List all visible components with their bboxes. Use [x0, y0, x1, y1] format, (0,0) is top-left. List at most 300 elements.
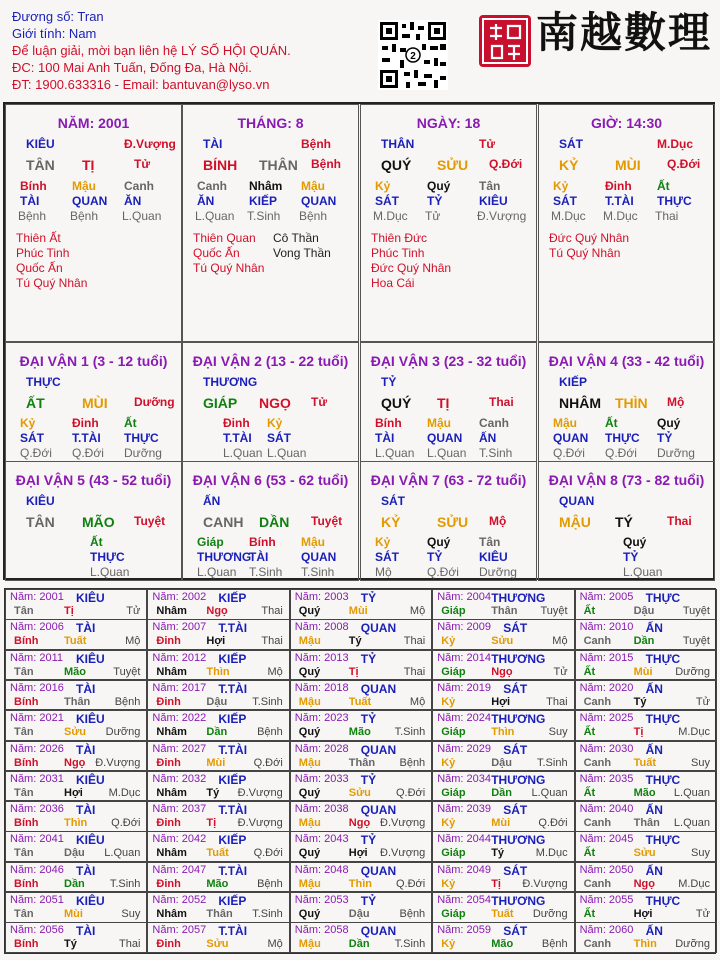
year-god: TỶ: [360, 651, 377, 666]
year-stem: Tân: [14, 665, 34, 678]
pillar-3: [360, 104, 537, 342]
year-stem: Ất: [583, 605, 596, 617]
dai-van-stem-branch: QUÝ: [381, 395, 412, 411]
year-label: Năm: 2055: [579, 894, 634, 906]
year-label: Năm: 2029: [437, 742, 491, 755]
star-name: Tú Quý Nhân: [16, 276, 88, 290]
star-name: Tú Quý Nhân: [193, 261, 265, 275]
year-cell: [575, 922, 717, 953]
year-cell: [147, 650, 289, 681]
dai-van-hidden-stem: Kỷ: [375, 535, 391, 549]
year-branch: Thân: [491, 605, 518, 617]
life-stage: T.Sinh: [247, 209, 281, 223]
year-god: TÀI: [76, 742, 96, 757]
header-info: [12, 8, 291, 93]
year-cell: [290, 771, 432, 802]
dai-van-hidden-stem: Bính: [249, 535, 276, 549]
year-cell: [290, 619, 432, 650]
year-label: Năm: 2043: [294, 833, 349, 846]
year-stage: Q.Đới: [395, 877, 426, 890]
dai-van-life-stage: Q.Đới: [72, 446, 104, 460]
dai-van-hidden-stem: Quý: [427, 535, 451, 549]
year-label: Năm: 2003: [294, 591, 349, 603]
year-label: Năm: 2014: [437, 651, 491, 664]
year-cell: [147, 589, 289, 620]
year-label: Năm: 2018: [294, 681, 349, 694]
year-cell: [575, 650, 717, 681]
pillar-title: NĂM: 2001: [57, 115, 130, 131]
year-god: TÀI: [76, 863, 96, 878]
year-cell: [290, 801, 432, 832]
year-stem: Giáp: [441, 847, 466, 860]
year-stage: Mộ: [409, 605, 426, 617]
year-stem: Đinh: [156, 695, 181, 708]
year-cell: [5, 589, 147, 620]
pillar-top-stage: M.Dục: [657, 137, 693, 151]
pillar-top-god: THÂN: [381, 137, 415, 151]
dai-van-hidden-god: QUAN: [427, 431, 463, 445]
year-branch: Tị: [64, 605, 74, 617]
year-cell: [432, 862, 574, 893]
year-stem: Giáp: [441, 786, 466, 799]
year-stage: L.Quan: [104, 847, 141, 860]
year-god: TÀI: [76, 924, 96, 939]
star-name: Thiên Quan: [193, 231, 256, 245]
dai-van-hidden-god: THƯƠNG: [197, 550, 252, 564]
dai-van-stem-branch: SỬU: [437, 514, 469, 530]
year-stem: Tân: [14, 847, 34, 860]
year-cell: [575, 619, 717, 650]
hidden-god: ĂN: [124, 194, 142, 208]
dai-van-hidden-god: TÀI: [249, 550, 269, 564]
year-label: Năm: 2041: [10, 833, 64, 846]
dai-van-7: [360, 461, 537, 581]
year-stem: Tân: [14, 786, 34, 799]
address-line: ĐC: 100 Mai Anh Tuấn, Đống Đa, Hà Nội.: [12, 60, 252, 75]
year-branch: Thân: [348, 756, 376, 769]
hidden-god: KIÊU: [479, 194, 508, 208]
year-label: Năm: 2007: [152, 621, 207, 634]
dai-van-hidden-god: T.TÀI: [223, 431, 252, 445]
year-cell: [432, 589, 574, 620]
dai-van-stem-branch: TÝ: [615, 514, 633, 530]
dai-van-stem-branch: Dưỡng: [134, 395, 175, 409]
star-name: Phúc Tinh: [16, 246, 70, 260]
pillar-title: GIỜ: 14:30: [590, 115, 663, 131]
year-god: THƯƠNG: [491, 651, 546, 666]
star-name: Thiên Ất: [16, 231, 61, 245]
year-stem: Mậu: [298, 695, 321, 708]
year-god: THƯƠNG: [491, 591, 546, 605]
life-stage: Thai: [655, 209, 679, 223]
dai-van-hidden-stem: Bính: [375, 416, 402, 430]
year-label: Năm: 2048: [294, 863, 349, 876]
dai-van-hidden-god: TỶ: [623, 550, 639, 564]
year-stem: Bính: [14, 938, 39, 951]
year-label: Năm: 2051: [10, 894, 64, 906]
star-name: Phúc Tinh: [371, 246, 425, 260]
year-god: KIÊU: [76, 712, 105, 727]
dai-van-hidden-god: TÀI: [375, 431, 395, 445]
year-branch: Thìn: [348, 877, 373, 890]
year-god: THỰC: [645, 712, 681, 727]
life-stage: M.Dục: [551, 209, 586, 223]
year-stage: Đ.Vượng: [522, 877, 568, 890]
pillar-top-god: KIÊU: [26, 137, 55, 151]
hidden-god: T.TÀI: [605, 194, 634, 208]
year-label: Năm: 2032: [152, 772, 207, 785]
dai-van-title: ĐẠI VẬN 2 (13 - 22 tuổi): [192, 353, 349, 369]
year-stem: Kỷ: [441, 817, 456, 830]
dai-van-hidden-stem: Kỷ: [267, 416, 283, 430]
year-label: Năm: 2008: [294, 621, 349, 634]
bazi-chart-grid: [3, 102, 715, 580]
year-branch: Ngọ: [348, 817, 371, 830]
year-stage: Q.Đới: [538, 817, 568, 830]
life-stage: M.Dục: [603, 209, 638, 223]
year-label: Năm: 2019: [437, 681, 491, 694]
hidden-stem: Quý: [427, 179, 451, 193]
year-stem: Nhâm: [156, 786, 187, 799]
year-stem: Đinh: [156, 877, 181, 890]
year-branch: Ngọ: [64, 756, 86, 769]
year-label: Năm: 2045: [579, 833, 634, 846]
year-branch: Dần: [491, 786, 512, 799]
year-label: Năm: 2040: [579, 803, 634, 816]
year-god: THƯƠNG: [491, 894, 546, 908]
year-branch: Thìn: [633, 938, 657, 951]
year-stem: Đinh: [156, 756, 181, 769]
dai-van-life-stage: T.Sinh: [301, 565, 335, 579]
year-god: TỶ: [360, 712, 377, 727]
year-stem: Kỷ: [441, 756, 456, 769]
year-cell: [5, 619, 147, 650]
year-stem: Ất: [583, 665, 596, 678]
year-stage: Mộ: [552, 635, 568, 648]
year-stage: Suy: [691, 756, 710, 769]
dai-van-title: ĐẠI VẬN 6 (53 - 62 tuổi): [192, 472, 349, 488]
dai-van-stem-branch: GIÁP: [203, 395, 238, 411]
year-branch: Hợi: [633, 908, 653, 920]
year-stem: Quý: [298, 908, 321, 920]
year-branch: Mão: [633, 786, 656, 799]
year-god: THỰC: [645, 772, 681, 787]
star-name: Quốc Ấn: [16, 261, 63, 275]
year-god: ẤN: [645, 621, 663, 636]
year-label: Năm: 2025: [579, 712, 634, 725]
red-seal-icon: [478, 14, 532, 68]
year-god: SÁT: [503, 803, 528, 818]
pillar-1: [5, 104, 182, 342]
star-name: Thiên Đức: [371, 231, 428, 245]
year-god: SÁT: [503, 681, 528, 696]
year-stage: Thai: [118, 938, 141, 951]
year-god: KIẾP: [218, 591, 247, 605]
pillar-stem-branch: BÍNH: [203, 157, 238, 173]
year-stem: Ất: [583, 908, 596, 920]
year-label: Năm: 2030: [579, 742, 634, 755]
dai-van-life-stage: Mộ: [375, 565, 392, 579]
dai-van-hidden-stem: Ất: [124, 416, 137, 430]
dai-van-life-stage: Q.Đới: [427, 565, 459, 579]
qr-code-icon: [378, 20, 448, 90]
pillar-stem-branch: TỊ: [82, 157, 95, 173]
dai-van-life-stage: Dưỡng: [479, 565, 517, 579]
year-branch: Hợi: [206, 635, 226, 648]
year-cell: [575, 710, 717, 741]
star-name: Quốc Ấn: [193, 246, 240, 260]
dai-van-life-stage: L.Quan: [623, 565, 663, 579]
hidden-god: SÁT: [553, 194, 577, 208]
year-god: T.TÀI: [218, 803, 248, 818]
dai-van-stem-branch: KỶ: [381, 514, 401, 530]
year-stem: Ất: [583, 786, 596, 799]
year-god: THỰC: [645, 833, 681, 848]
year-cell: [575, 589, 717, 620]
pillar-stem-branch: KỶ: [559, 157, 579, 173]
year-god: KIÊU: [76, 772, 105, 787]
year-branch: Dậu: [491, 756, 512, 769]
year-stage: Đ.Vượng: [380, 847, 426, 860]
hidden-stem: Mậu: [301, 179, 325, 193]
year-stage: Bệnh: [114, 695, 141, 708]
year-god: QUAN: [360, 621, 397, 636]
year-stage: Thai: [546, 695, 568, 708]
year-label: Năm: 2028: [294, 742, 349, 755]
year-label: Năm: 2020: [579, 681, 634, 694]
dai-van-hidden-god: SÁT: [267, 431, 291, 445]
year-cell: [5, 831, 147, 862]
year-stem: Mậu: [298, 877, 321, 890]
pillar-4: [538, 104, 715, 342]
dai-van-2: [182, 342, 359, 462]
year-god: KIẾP: [218, 833, 247, 848]
year-stage: Tử: [553, 665, 568, 678]
year-stem: Nhâm: [156, 665, 187, 678]
year-label: Năm: 2017: [152, 681, 207, 694]
year-stage: Mộ: [267, 665, 283, 678]
year-stage: Thai: [403, 665, 426, 678]
year-stem: Canh: [583, 695, 612, 708]
year-label: Năm: 2049: [437, 863, 491, 876]
year-stem: Canh: [583, 938, 612, 951]
dai-van-hidden-stem: Mậu: [553, 416, 577, 430]
year-god: T.TÀI: [218, 681, 248, 696]
dai-van-title: ĐẠI VẬN 7 (63 - 72 tuổi): [370, 472, 527, 488]
year-branch: Tuất: [64, 635, 87, 648]
year-stem: Kỷ: [441, 635, 456, 648]
year-god: TỶ: [360, 772, 377, 787]
year-stem: Bính: [14, 756, 39, 769]
year-branch: Tý: [206, 786, 220, 799]
year-god: TÀI: [76, 803, 96, 818]
year-label: Năm: 2023: [294, 712, 349, 725]
life-stage: Bệnh: [18, 209, 47, 223]
year-cell: [5, 892, 147, 923]
year-branch: Thân: [64, 695, 91, 708]
year-stem: Kỷ: [441, 938, 456, 951]
dai-van-hidden-stem: Ất: [605, 416, 618, 430]
dai-van-hidden-god: TỶ: [427, 550, 443, 564]
year-cell: [147, 801, 289, 832]
year-label: Năm: 2059: [437, 924, 491, 937]
dai-van-stem-branch: MÃO: [82, 514, 115, 530]
year-label: Năm: 2047: [152, 863, 207, 876]
dai-van-stem-branch: Mộ: [667, 395, 685, 409]
year-branch: Dần: [206, 726, 228, 739]
year-stem: Nhâm: [156, 908, 187, 920]
phone-email-line: ĐT: 1900.633316 - Email: bantuvan@lyso.vn: [12, 77, 270, 92]
year-stage: Bệnh: [399, 908, 426, 920]
year-stage: Đ.Vượng: [380, 817, 426, 830]
year-stage: M.Dục: [108, 786, 141, 799]
year-branch: Tuất: [491, 908, 514, 920]
year-branch: Mão: [491, 938, 514, 951]
year-cell: [147, 619, 289, 650]
year-label: Năm: 2057: [152, 924, 207, 937]
year-stem: Quý: [298, 786, 321, 799]
dai-van-god: QUAN: [559, 494, 595, 508]
year-label: Năm: 2009: [437, 621, 491, 634]
dai-van-stem-branch: THÌN: [615, 395, 648, 411]
year-cell: [290, 862, 432, 893]
pillar-top-stage: Đ.Vượng: [124, 137, 176, 151]
year-stage: Q.Đới: [253, 756, 283, 769]
year-god: TÀI: [76, 681, 96, 696]
year-branch: Tị: [633, 726, 644, 739]
year-stage: Bệnh: [257, 877, 283, 890]
year-stage: Bệnh: [257, 726, 283, 739]
year-label: Năm: 2011: [10, 651, 63, 664]
year-stem: Tân: [14, 726, 34, 739]
dai-van-god: KIÊU: [26, 494, 55, 508]
year-cell: [5, 862, 147, 893]
year-branch: Thìn: [491, 726, 515, 739]
dai-van-god: ẤN: [203, 494, 221, 508]
year-cell: [575, 862, 717, 893]
year-stage: Q.Đới: [395, 786, 426, 799]
contact-line: Để luận giải, mời bạn liên hệ LÝ SỐ HỘI QUÁN.: [12, 43, 291, 58]
pillar-stem-branch: THÂN: [259, 157, 298, 173]
year-cell: [432, 680, 574, 711]
year-stage: Mộ: [267, 938, 283, 951]
year-label: Năm: 2027: [152, 742, 207, 755]
year-branch: Mùi: [206, 756, 226, 769]
year-branch: Dần: [633, 635, 655, 648]
pillar-title: NGÀY: 18: [416, 115, 481, 131]
year-stage: Thai: [261, 605, 283, 617]
year-cell: [432, 922, 574, 953]
year-stage: Tuyệt: [113, 665, 141, 678]
year-label: Năm: 2050: [579, 863, 634, 876]
dai-van-hidden-stem: Quý: [657, 416, 681, 430]
year-god: QUAN: [360, 681, 397, 696]
year-cell: [432, 801, 574, 832]
year-stage: T.Sinh: [537, 756, 568, 769]
year-branch: Dậu: [633, 605, 655, 617]
dai-van-god: TỶ: [381, 375, 397, 389]
year-god: KIÊU: [76, 651, 105, 666]
hidden-stem: Kỷ: [553, 179, 569, 193]
dai-van-title: ĐẠI VẬN 4 (33 - 42 tuổi): [548, 353, 705, 369]
year-cell: [5, 680, 147, 711]
year-label: Năm: 2024: [437, 712, 491, 725]
year-branch: Hợi: [64, 786, 83, 799]
year-label: Năm: 2034: [437, 772, 491, 785]
year-stage: Mộ: [409, 695, 426, 708]
year-cell: [5, 710, 147, 741]
year-label: Năm: 2039: [437, 803, 491, 816]
year-branch: Thìn: [206, 665, 230, 678]
year-cell: [575, 892, 717, 923]
dai-van-stem-branch: TÂN: [26, 514, 55, 530]
dai-van-stem-branch: NHÂM: [559, 395, 601, 411]
year-cell: [147, 771, 289, 802]
year-god: T.TÀI: [218, 621, 248, 636]
year-label: Năm: 2060: [579, 924, 634, 937]
year-cell: [290, 650, 432, 681]
year-label: Năm: 2010: [579, 621, 634, 634]
year-cell: [147, 922, 289, 953]
dai-van-3: [360, 342, 537, 462]
year-cell: [432, 741, 574, 772]
dai-van-life-stage: Q.Đới: [20, 446, 52, 460]
year-god: T.TÀI: [218, 863, 248, 878]
dai-van-life-stage: T.Sinh: [249, 565, 283, 579]
year-god: THỰC: [645, 591, 681, 605]
year-branch: Sửu: [64, 726, 87, 739]
pillar-stem-branch: Bệnh: [311, 157, 341, 171]
hidden-stem: Đinh: [605, 179, 632, 193]
year-branch: Hợi: [491, 695, 511, 708]
year-stage: Q.Đới: [253, 847, 283, 860]
year-label: Năm: 2001: [10, 591, 64, 603]
hidden-god: QUAN: [301, 194, 337, 208]
year-label: Năm: 2053: [294, 894, 349, 906]
year-stem: Ất: [583, 847, 596, 860]
year-cell: [147, 680, 289, 711]
year-stem: Tân: [14, 908, 34, 920]
year-label: Năm: 2006: [10, 621, 64, 634]
year-stage: L.Quan: [673, 786, 710, 799]
dai-van-hidden-stem: Canh: [479, 416, 509, 430]
life-stage: Đ.Vượng: [477, 209, 527, 223]
year-stage: Tử: [695, 908, 710, 920]
year-branch: Dậu: [206, 695, 228, 708]
year-label: Năm: 2031: [10, 772, 64, 785]
year-stage: Suy: [548, 726, 568, 739]
year-cell: [147, 741, 289, 772]
dai-van-hidden-stem: Đinh: [72, 416, 99, 430]
dai-van-stem-branch: Tử: [311, 395, 328, 409]
year-branch: Sửu: [206, 938, 229, 951]
year-god: T.TÀI: [218, 742, 248, 757]
dai-van-stem-branch: Tuyệt: [311, 514, 343, 528]
hidden-god: KIẾP: [249, 194, 278, 208]
pillar-top-stage: Bệnh: [301, 137, 331, 151]
year-stem: Quý: [298, 847, 321, 860]
dai-van-stem-branch: DẦN: [259, 514, 290, 530]
year-stage: L.Quan: [673, 817, 710, 830]
year-god: THƯƠNG: [491, 772, 546, 787]
year-stem: Bính: [14, 877, 39, 890]
year-cell: [147, 710, 289, 741]
year-stage: Dưỡng: [675, 938, 710, 951]
year-god: QUAN: [360, 742, 397, 757]
hidden-god: ĂN: [197, 194, 215, 208]
year-label: Năm: 2021: [10, 712, 64, 725]
year-stem: Mậu: [298, 938, 321, 951]
